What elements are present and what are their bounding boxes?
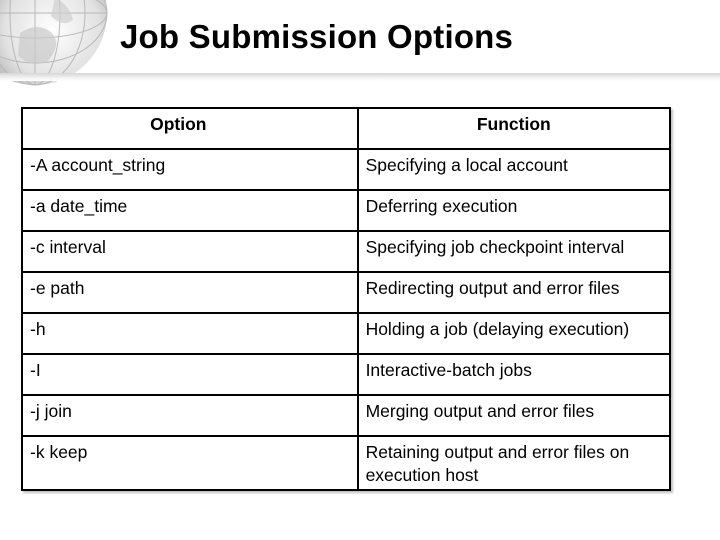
options-table xyxy=(21,107,671,491)
option-cell: -A account_string xyxy=(22,149,358,190)
function-cell: Interactive-batch jobs xyxy=(358,354,670,395)
function-cell: Retaining output and error files on execution host xyxy=(358,436,670,490)
option-cell: -c interval xyxy=(22,231,358,272)
title-underline xyxy=(0,73,720,81)
page-title: Job Submission Options xyxy=(120,18,514,55)
option-cell: -I xyxy=(22,354,358,395)
table-row xyxy=(22,354,670,395)
function-cell: Merging output and error files xyxy=(358,395,670,436)
table-row xyxy=(22,313,670,354)
table-header-row xyxy=(22,108,670,149)
table-row xyxy=(22,436,670,490)
function-cell: Deferring execution xyxy=(358,190,670,231)
table-row xyxy=(22,272,670,313)
table-row xyxy=(22,395,670,436)
table-row xyxy=(22,149,670,190)
option-cell: -k keep xyxy=(22,436,358,490)
header-option: Option xyxy=(22,108,358,149)
function-cell: Specifying job checkpoint interval xyxy=(358,231,670,272)
table-row xyxy=(22,190,670,231)
option-cell: -a date_time xyxy=(22,190,358,231)
table-row xyxy=(22,231,670,272)
function-cell: Redirecting output and error files xyxy=(358,272,670,313)
option-cell: -h xyxy=(22,313,358,354)
header-function: Function xyxy=(358,108,670,149)
option-cell: -j join xyxy=(22,395,358,436)
function-cell: Holding a job (delaying execution) xyxy=(358,313,670,354)
function-cell: Specifying a local account xyxy=(358,149,670,190)
option-cell: -e path xyxy=(22,272,358,313)
